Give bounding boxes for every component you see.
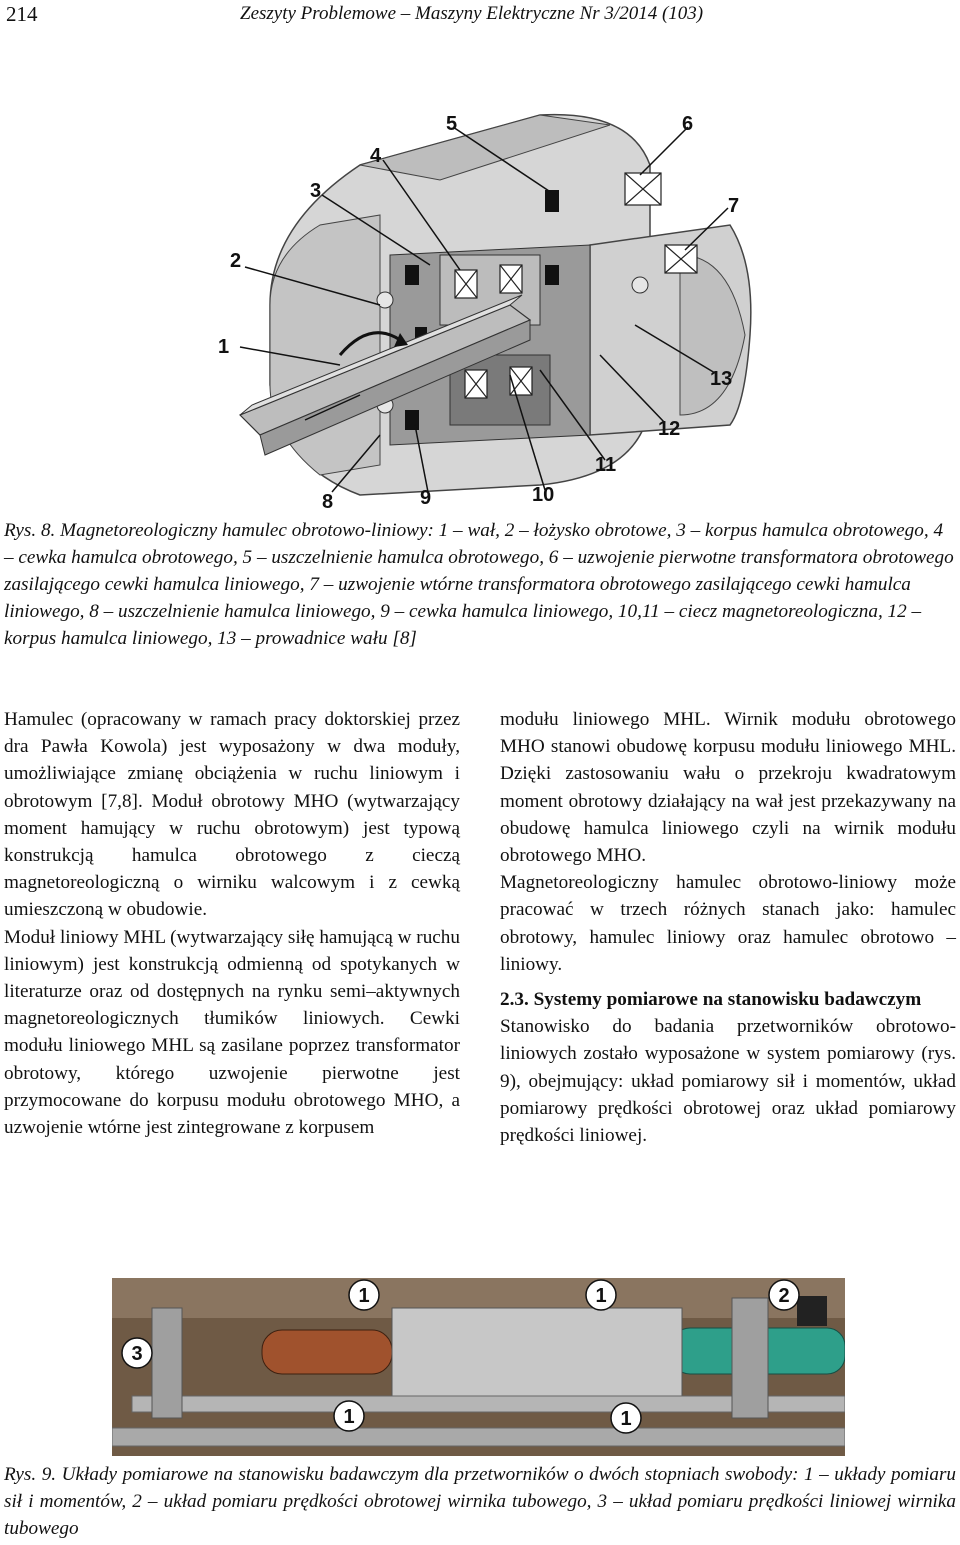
fig8-label-1: 1: [218, 336, 230, 358]
fig8-label-3: 3: [310, 180, 322, 202]
fig8-label-5: 5: [446, 113, 458, 135]
fig9-label-2: 2: [778, 1285, 790, 1307]
fig8-label-8: 8: [322, 491, 334, 513]
right-paragraph-1: modułu liniowego MHL. Wirnik modułu obrotowego MHO stanowi obudowę korpusu modułu liniowego MHL. Dzięki zastosowaniu wału o przekroju kwadratowym moment obrotowy działający na wał jest przekazywany na obudowę hamulca liniowego czyli na wirnik modułu obrotowego MHO.: [500, 709, 956, 867]
left-paragraph-2: Moduł liniowy MHL (wytwarzający siłę hamującą w ruchu liniowym) jest konstrukcją odmienną od spotykanych w literaturze oraz od dostępnych na rynku semi–aktywnych magnetoreologicznych tłumików liniowych. Cewki modułu liniowego MHL są zasilane poprzez transformator obrotowy, którego uzwojenie pierwotne jest przymocowane do korpusu modułu obrotowego MHO, a uzwojenie wtórne jest zintegrowane z korpusem: [4, 926, 460, 1139]
tube-rotor: [262, 1330, 392, 1374]
figure-9-test-stand-photo: [112, 1278, 845, 1456]
fig8-label-10: 10: [532, 484, 555, 506]
figure-9-drawing: [112, 1278, 845, 1456]
fig8-label-9: 9: [420, 487, 432, 509]
fig9-label-1a: 1: [358, 1285, 370, 1307]
fig8-label-2: 2: [230, 250, 242, 272]
figure-9-caption: [4, 1461, 956, 1542]
brake-module-body: [392, 1308, 682, 1398]
fig8-label-6: 6: [682, 113, 694, 135]
page-header: [6, 2, 956, 30]
fig8-label-11: 11: [595, 454, 617, 476]
left-support: [152, 1308, 182, 1418]
fig8-label-12: 12: [658, 418, 681, 440]
right-paragraph-3: Stanowisko do badania przetworników obrotowo-liniowych zostało wyposażone w system pomiarowy (rys. 9), obejmujący: układ pomiarowy sił i momentów, układ pomiarowy prędkości obrotowej oraz układ pomiarowy prędkości liniowej.: [500, 1016, 956, 1147]
fig9-label-1b: 1: [595, 1285, 607, 1307]
fig8-label-4: 4: [370, 145, 382, 167]
left-paragraph-1: Hamulec (opracowany w ramach pracy doktorskiej przez dra Pawła Kowola) jest wyposażony w dwa moduły, umożliwiające zmianę obciążenia w ruchu liniowym i obrotowym [7,8]. Moduł obrotowy MHO (wytwarzający moment hamujący w ruchu obrotowym) jest typową konstrukcją hamulca obrotowego z cieczą magnetoreologiczną o wirniku walcowym i z cewką umieszczoną w obudowie.: [4, 709, 460, 921]
fig8-label-7: 7: [728, 195, 740, 217]
left-column: [4, 706, 460, 1141]
figure-8-brake-cross-section: [210, 105, 770, 515]
fig9-label-3: 3: [131, 1343, 143, 1365]
frame-rail-bottom: [112, 1428, 845, 1446]
figure-9-caption-label: Rys. 9.: [4, 1464, 57, 1485]
right-column: [500, 706, 956, 1149]
page-number: 214: [6, 2, 38, 26]
fig9-label-1d: 1: [620, 1408, 632, 1430]
right-support: [732, 1298, 768, 1418]
right-paragraph-2: Magnetoreologiczny hamulec obrotowo-liniowy może pracować w trzech różnych stanach jako: hamulec obrotowy, hamulec liniowy oraz hamulec obrotowo – liniowy.: [500, 872, 956, 975]
figure-8-caption-label: Rys. 8.: [4, 520, 56, 541]
figure-9-caption-text: Układy pomiarowe na stanowisku badawczym dla przetworników o dwóch stopniach swobody: 1 – układy pomiaru sił i momentów, 2 – układ pomiaru prędkości obrotowej wirnika tubowego, 3 – układ pomiaru prędkości liniowej wirnika tubowego: [4, 1464, 957, 1539]
figure-8-caption-text: Magnetoreologiczny hamulec obrotowo-liniowy: 1 – wał, 2 – łożysko obrotowe, 3 – korpus hamulca obrotowego, 4 – cewka hamulca obrotowego, 5 – uszczelnienie hamulca obrotowego, 6 – uzwojenie pierwotne transformatora obrotowego zasilającego cewki hamulca liniowego, 7 – uzwojenie wtórne transformatora obrotowego zasilającego cewki hamulca liniowego, 8 – uszczelnienie hamulca liniowego, 9 – cewka hamulca liniowego, 10,11 – ciecz magnetoreologiczna, 12 – korpus hamulca liniowego, 13 – prowadnice wału [8]: [4, 520, 954, 649]
figure-8-caption: [4, 517, 956, 652]
journal-title: Zeszyty Problemowe – Maszyny Elektryczne Nr 3/2014 (103): [240, 3, 704, 24]
encoder: [797, 1296, 827, 1326]
figure-8-drawing: [210, 105, 770, 515]
fig8-label-13: 13: [710, 368, 733, 390]
section-heading: 2.3. Systemy pomiarowe na stanowisku badawczym: [500, 989, 922, 1011]
fig9-label-1c: 1: [343, 1406, 355, 1428]
